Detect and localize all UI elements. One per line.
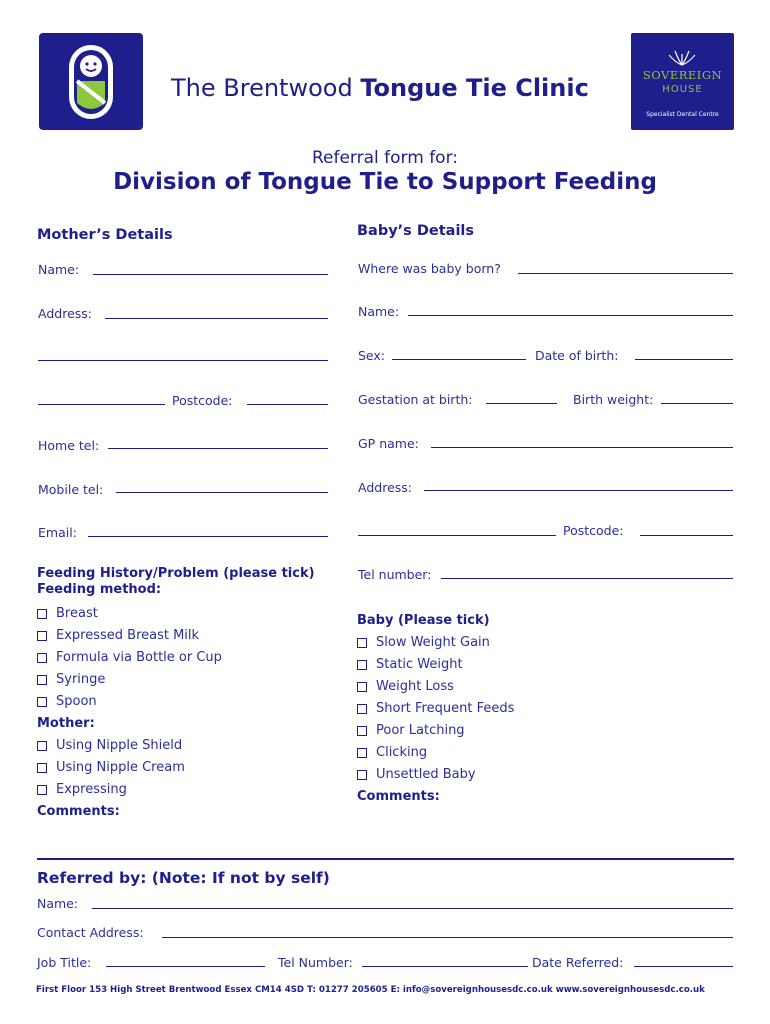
mother-mobile-tel-label: Mobile tel: xyxy=(38,482,104,497)
checkbox-square[interactable] xyxy=(37,653,47,663)
mother-home-tel-field[interactable] xyxy=(108,448,328,449)
baby-tel-label: Tel number: xyxy=(358,567,432,582)
checkbox-label: Syringe xyxy=(56,672,106,687)
checkbox-nipple-cream[interactable] xyxy=(37,760,185,775)
checkbox-square[interactable] xyxy=(357,660,367,670)
baby-sex-field[interactable] xyxy=(392,359,526,360)
date-referred-field[interactable] xyxy=(634,966,733,967)
baby-birth-weight-field[interactable] xyxy=(661,403,733,404)
baby-dob-field[interactable] xyxy=(635,359,733,360)
checkbox-label: Expressed Breast Milk xyxy=(56,628,200,643)
checkbox-breast[interactable] xyxy=(37,606,98,621)
baby-comments-label: Comments: xyxy=(357,789,440,804)
checkbox-label: Using Nipple Cream xyxy=(56,760,185,775)
referrer-tel-label: Tel Number: xyxy=(278,955,353,970)
baby-gp-name-label: GP name: xyxy=(358,436,419,451)
checkbox-square[interactable] xyxy=(357,748,367,758)
clinic-title-light: The Brentwood xyxy=(171,74,353,102)
checkbox-unsettled-baby[interactable] xyxy=(357,767,476,782)
partner-name: SOVEREIGN xyxy=(642,68,723,82)
partner-tagline: Specialist Dental Centre xyxy=(646,111,719,118)
mother-feeding-heading: Mother: xyxy=(37,716,95,731)
baby-gp-name-field[interactable] xyxy=(431,447,733,448)
baby-postcode-field[interactable] xyxy=(640,535,733,536)
checkbox-square[interactable] xyxy=(357,726,367,736)
form-title: Division of Tongue Tie to Support Feeding xyxy=(113,169,657,195)
checkbox-label: Weight Loss xyxy=(376,679,454,694)
checkbox-label: Formula via Bottle or Cup xyxy=(56,650,222,665)
referred-by-heading: Referred by: (Note: If not by self) xyxy=(37,869,330,887)
baby-tel-field[interactable] xyxy=(441,578,733,579)
checkbox-syringe[interactable] xyxy=(37,672,105,687)
mother-postcode-field[interactable] xyxy=(247,404,328,405)
checkbox-square[interactable] xyxy=(37,631,47,641)
baby-gestation-label: Gestation at birth: xyxy=(358,392,473,407)
footer-contact: First Floor 153 High Street Brentwood Essex CM14 4SD T: 01277 205605 E: info@sovereignhousesdc.co.uk www.sovereignhousesdc.co.uk xyxy=(36,985,705,995)
mother-details-heading: Mother’s Details xyxy=(37,227,173,243)
checkbox-label: Static Weight xyxy=(376,657,463,672)
checkbox-label: Clicking xyxy=(376,745,428,760)
mother-postcode-label: Postcode: xyxy=(172,393,233,408)
feeding-history-heading: Feeding History/Problem (please tick) xyxy=(37,566,315,581)
mother-name-label: Name: xyxy=(38,262,80,277)
clinic-title-bold: Tongue Tie Clinic xyxy=(360,74,589,102)
checkbox-label: Unsettled Baby xyxy=(376,767,476,782)
partner-sub: HOUSE xyxy=(662,84,703,95)
checkbox-weight-loss[interactable] xyxy=(357,679,454,694)
referrer-name-label: Name: xyxy=(37,896,79,911)
checkbox-square[interactable] xyxy=(357,770,367,780)
checkbox-square[interactable] xyxy=(37,763,47,773)
mother-email-field[interactable] xyxy=(88,536,328,537)
referrer-name-field[interactable] xyxy=(92,908,733,909)
mother-comments-label: Comments: xyxy=(37,804,120,819)
baby-born-label: Where was baby born? xyxy=(358,261,501,276)
checkbox-square[interactable] xyxy=(357,682,367,692)
baby-name-label: Name: xyxy=(358,304,400,319)
checkbox-square[interactable] xyxy=(37,741,47,751)
checkbox-square[interactable] xyxy=(37,697,47,707)
swaddled-baby-icon xyxy=(39,33,143,130)
feeding-method-heading: Feeding method: xyxy=(37,582,162,597)
referrer-job-title-label: Job Title: xyxy=(37,955,92,970)
checkbox-label: Short Frequent Feeds xyxy=(376,701,515,716)
baby-tick-heading: Baby (Please tick) xyxy=(357,613,490,628)
referrer-address-label: Contact Address: xyxy=(37,925,144,940)
checkbox-label: Poor Latching xyxy=(376,723,465,738)
baby-dob-label: Date of birth: xyxy=(535,348,619,363)
clinic-logo xyxy=(39,33,143,130)
checkbox-square[interactable] xyxy=(357,704,367,714)
mother-address-field[interactable] xyxy=(105,318,328,319)
checkbox-square[interactable] xyxy=(357,638,367,648)
clinic-title xyxy=(171,74,589,102)
checkbox-nipple-shield[interactable] xyxy=(37,738,182,753)
baby-born-field[interactable] xyxy=(518,273,733,274)
mother-name-field[interactable] xyxy=(93,274,328,275)
baby-name-field[interactable] xyxy=(408,315,733,316)
checkbox-spoon[interactable] xyxy=(37,694,97,709)
mother-address-field-3[interactable] xyxy=(38,404,165,405)
checkbox-label: Using Nipple Shield xyxy=(56,738,183,753)
checkbox-label: Spoon xyxy=(56,694,97,709)
checkbox-poor-latching[interactable] xyxy=(357,723,465,738)
checkbox-label: Expressing xyxy=(56,782,127,797)
mother-home-tel-label: Home tel: xyxy=(38,438,100,453)
checkbox-square[interactable] xyxy=(37,675,47,685)
referrer-job-title-field[interactable] xyxy=(106,966,265,967)
baby-birth-weight-label: Birth weight: xyxy=(573,392,654,407)
section-divider xyxy=(37,858,734,860)
form-subtitle: Referral form for: xyxy=(311,148,459,168)
referrer-address-field[interactable] xyxy=(162,937,733,938)
baby-gestation-field[interactable] xyxy=(486,403,557,404)
referrer-tel-field[interactable] xyxy=(362,966,528,967)
checkbox-formula[interactable] xyxy=(37,650,222,665)
checkbox-label: Breast xyxy=(56,606,98,621)
baby-address-field[interactable] xyxy=(424,490,733,491)
mother-mobile-tel-field[interactable] xyxy=(116,492,328,493)
mother-address-label: Address: xyxy=(38,306,92,321)
checkbox-expressed-breast-milk[interactable] xyxy=(37,628,199,643)
date-referred-label: Date Referred: xyxy=(532,955,624,970)
checkbox-short-frequent-feeds[interactable] xyxy=(357,701,514,716)
mother-address-field-2[interactable] xyxy=(38,360,328,361)
mother-email-label: Email: xyxy=(38,525,77,540)
checkbox-expressing[interactable] xyxy=(37,782,127,797)
checkbox-slow-weight-gain[interactable] xyxy=(357,635,490,650)
baby-details-heading: Baby’s Details xyxy=(357,223,475,239)
baby-sex-label: Sex: xyxy=(358,348,386,363)
checkbox-static-weight[interactable] xyxy=(357,657,463,672)
checkbox-label: Slow Weight Gain xyxy=(376,635,490,650)
baby-postcode-label: Postcode: xyxy=(563,523,624,538)
checkbox-clicking[interactable] xyxy=(357,745,427,760)
baby-address-field-2[interactable] xyxy=(358,535,556,536)
checkbox-square[interactable] xyxy=(37,785,47,795)
baby-address-label: Address: xyxy=(358,480,412,495)
checkbox-square[interactable] xyxy=(37,609,47,619)
